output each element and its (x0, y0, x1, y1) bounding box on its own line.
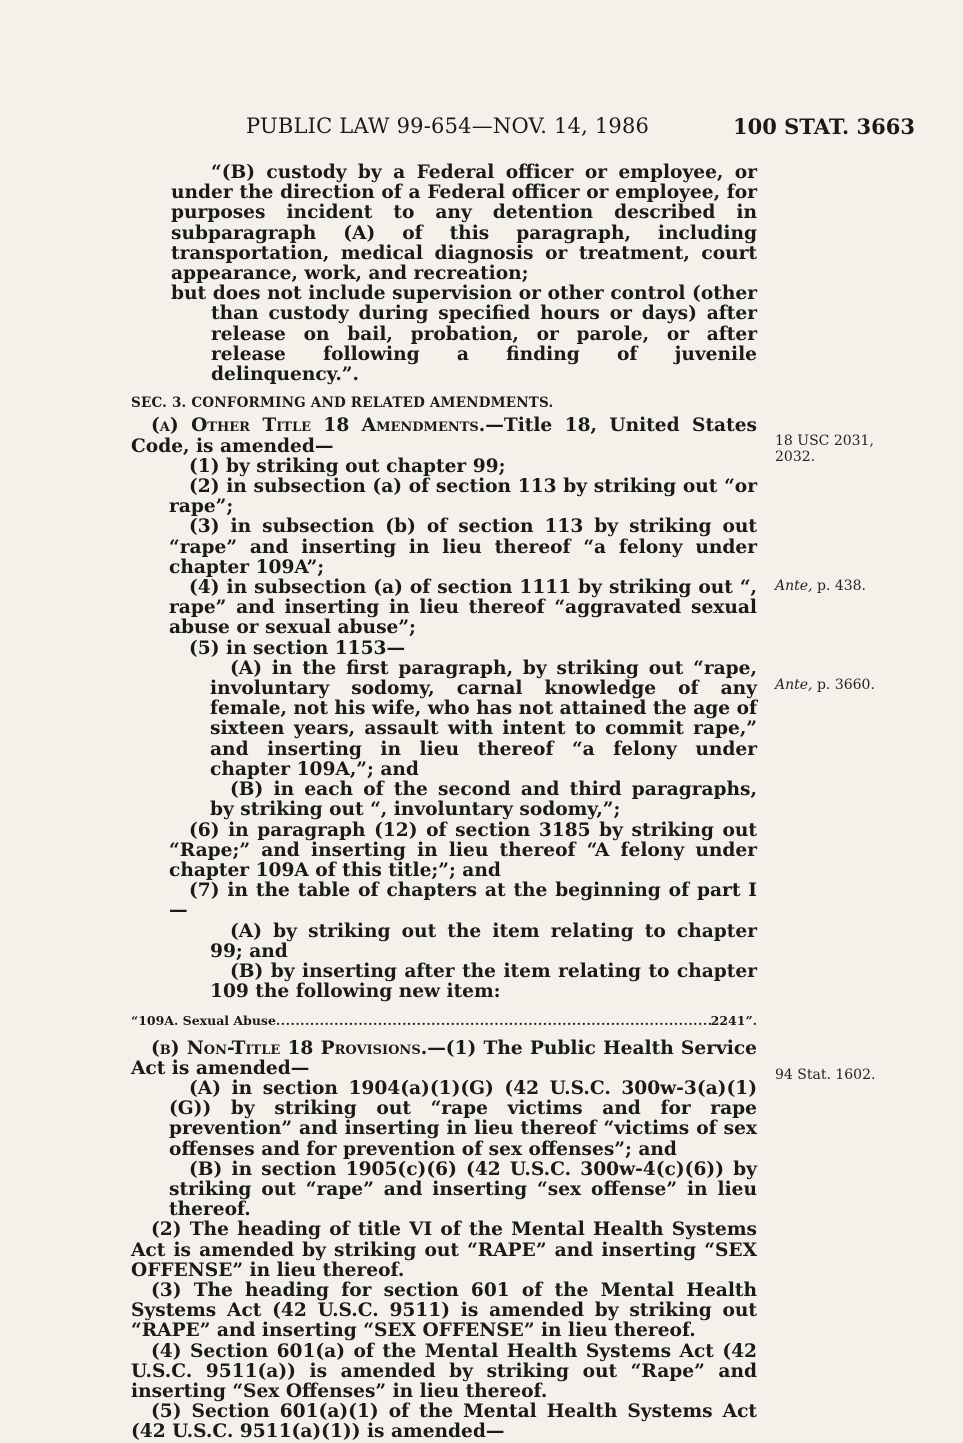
margin-note-usc (775, 433, 874, 465)
amendment-b1-B: (B) in section 1905(c)(6) (42 U.S.C. 300w-4(c)(6)) by striking out “rape” and inserting “sex offense” in lieu thereof. (169, 1158, 757, 1221)
chapter-item-page: 2241”. (710, 1013, 757, 1029)
amendment-b4: (4) Section 601(a) of the Mental Health Systems Act (42 U.S.C. 9511(a)) is amended by striking out “Rape” and inserting “Sex Offenses” in lieu thereof. (131, 1340, 757, 1402)
margin-note-ante-italic: Ante, (775, 578, 813, 594)
margin-note-ante-page: p. 3660. (816, 677, 875, 693)
margin-note-ante-438 (775, 578, 866, 594)
amendment-a2: (2) in subsection (a) of section 113 by striking out “or rape”; (169, 476, 757, 518)
margin-note-usc-line1: 18 USC 2031, (775, 433, 874, 449)
exclusion-clause: but does not include supervision or other control (other than custody during specified hours or days) after release on bail, probation, or parole, or after release following a finding of juvenile delinquency.”. (171, 283, 757, 386)
subparagraph-b: “(B) custody by a Federal officer or employee, or under the direction of a Federal officer or employee, for purposes incident to any detention described in subparagraph (A) of this paragraph, including transportation, medical diagnosis or treatment, court appearance, work, and recreation; (171, 162, 757, 285)
subsection-b-label: (b) Non-Title 18 Provisions. (151, 1037, 428, 1059)
amendment-a6: (6) in paragraph (12) of section 3185 by striking out “Rape;” and inserting in lieu thereof “A felony under chapter 109A of this title;”; and (169, 819, 757, 881)
margin-note-ante-3660 (775, 677, 875, 693)
margin-note-ante-italic: Ante, (775, 677, 813, 693)
amendment-b5: (5) Section 601(a)(1) of the Mental Health Systems Act (42 U.S.C. 9511(a)(1)) is amended— (131, 1401, 757, 1443)
amendment-a5: (5) in section 1153— (189, 637, 406, 659)
amendment-a5-B: (B) in each of the second and third paragraphs, by striking out “, involuntary sodomy,”; (210, 779, 757, 821)
amendment-a4: (4) in subsection (a) of section 1111 by striking out “, rape” and inserting in lieu thereof “aggravated sexual abuse or sexual abuse”; (169, 577, 757, 639)
amendment-b1-A: (A) in section 1904(a)(1)(G) (42 U.S.C. 300w-3(a)(1)(G)) by striking out “rape victims and for rape prevention” and inserting in lieu thereof “victims of sex offenses and for prevention of sex offenses”; and (169, 1077, 757, 1160)
subsection-a-intro (131, 416, 757, 456)
running-header-title: PUBLIC LAW 99-654—NOV. 14, 1986 (246, 114, 650, 138)
amendment-a7-A: (A) by striking out the item relating to chapter 99; and (210, 920, 757, 962)
document-body (131, 163, 757, 1443)
amendment-a3: (3) in subsection (b) of section 113 by striking out “rape” and inserting in lieu thereof “a felony under chapter 109A”; (169, 516, 757, 578)
subsection-b-text: —(1) The Public Health Service Act is amended— (131, 1037, 758, 1079)
subsection-b-intro (131, 1039, 757, 1079)
leader-dots (276, 1011, 711, 1031)
running-header-page: 100 STAT. 3663 (733, 114, 915, 139)
margin-note-stat: 94 Stat. 1602. (775, 1067, 876, 1083)
subsection-a-label: (a) Other Title 18 Amendments. (151, 415, 486, 437)
section-3-heading: SEC. 3. CONFORMING AND RELATED AMENDMENTS. (131, 395, 554, 412)
amendment-a7-B: (B) by inserting after the item relating to chapter 109 the following new item: (210, 960, 757, 1003)
amendment-a1: (1) by striking out chapter 99; (189, 455, 506, 477)
margin-note-ante-page: p. 438. (816, 578, 866, 594)
chapter-table-item (131, 1011, 757, 1031)
margin-note-usc-line2: 2032. (775, 449, 816, 465)
amendment-a7: (7) in the table of chapters at the beginning of part I— (169, 880, 757, 922)
amendment-b2: (2) The heading of title VI of the Mental Health Systems Act is amended by striking out “RAPE” and inserting “SEX OFFENSE” in lieu thereof. (131, 1219, 757, 1281)
amendment-b3: (3) The heading for section 601 of the Mental Health Systems Act (42 U.S.C. 9511) is amended by striking out “RAPE” and inserting “SEX OFFENSE” in lieu thereof. (131, 1279, 757, 1342)
amendment-a5-A: (A) in the first paragraph, by striking out “rape, involuntary sodomy, carnal knowledge of any female, not his wife, who has not attained the age of sixteen years, assault with intent to commit rape,” and inserting in lieu thereof “a felony under chapter 109A,”; and (210, 657, 757, 780)
subsection-a-text: —Title 18, United States Code, is amended— (131, 415, 757, 457)
chapter-item-label: “109A. Sexual Abuse (131, 1013, 276, 1029)
